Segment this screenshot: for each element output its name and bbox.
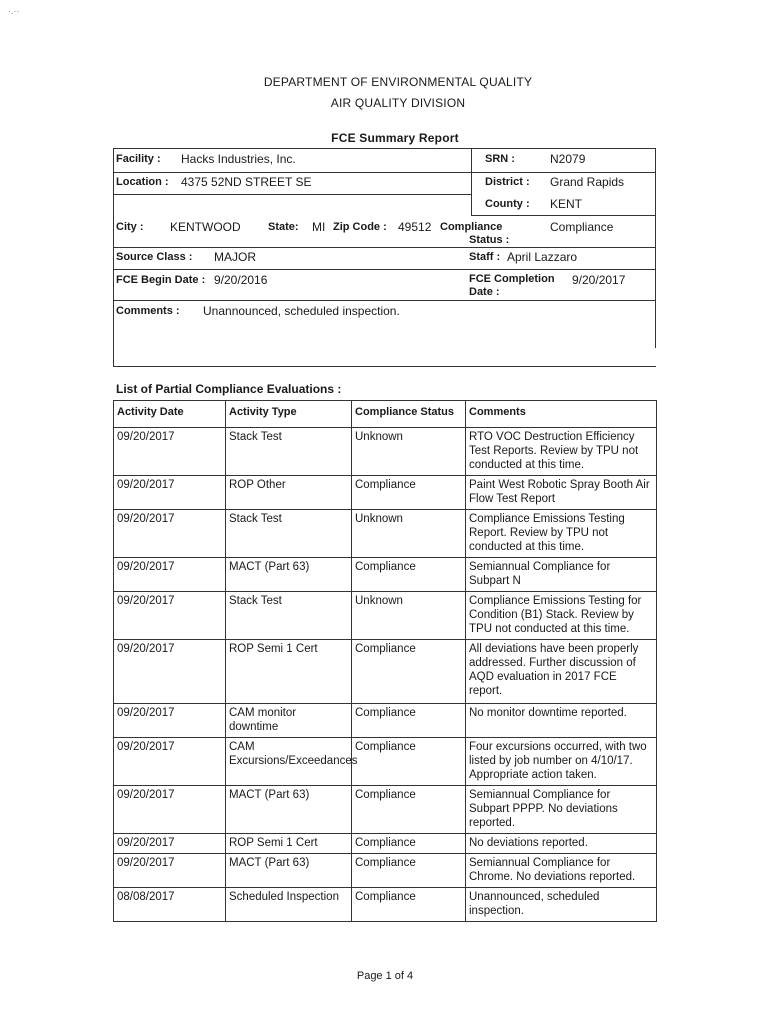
- facility-label: Facility :: [116, 153, 161, 165]
- table-row: [114, 640, 657, 704]
- table-row: [114, 854, 657, 888]
- cell-activity-type: ROP Semi 1 Cert: [226, 640, 352, 704]
- col-compliance-status: Compliance Status: [352, 401, 466, 428]
- table-row: [114, 592, 657, 640]
- cell-activity-type: ROP Other: [226, 476, 352, 510]
- cell-activity-date: 09/20/2017: [114, 738, 226, 786]
- cell-compliance-status: Compliance: [352, 704, 466, 738]
- cell-activity-type: CAM monitor downtime: [226, 704, 352, 738]
- table-row: [114, 888, 657, 922]
- pce-table: [113, 400, 657, 922]
- city-value: KENTWOOD: [170, 220, 241, 234]
- department-heading: DEPARTMENT OF ENVIRONMENTAL QUALITY: [263, 75, 533, 89]
- scan-mark: ·.··: [8, 6, 20, 16]
- cell-activity-date: 09/20/2017: [114, 704, 226, 738]
- location-value: 4375 52ND STREET SE: [181, 175, 312, 189]
- cell-comments: No monitor downtime reported.: [466, 704, 657, 738]
- cell-compliance-status: Unknown: [352, 428, 466, 476]
- fce-completion-value: 9/20/2017: [572, 273, 626, 287]
- cell-compliance-status: Compliance: [352, 476, 466, 510]
- division-heading: AIR QUALITY DIVISION: [330, 96, 466, 110]
- state-label: State:: [268, 221, 299, 233]
- cell-activity-date: 09/20/2017: [114, 428, 226, 476]
- source-class-value: MAJOR: [214, 250, 256, 264]
- pce-list-title: List of Partial Compliance Evaluations :: [116, 382, 342, 396]
- cell-comments: Semiannual Compliance for Subpart N: [466, 558, 657, 592]
- cell-activity-type: MACT (Part 63): [226, 854, 352, 888]
- cell-comments: Compliance Emissions Testing for Condition (B1) Stack. Review by TPU not conducted at this time.: [466, 592, 657, 640]
- cell-activity-type: ROP Semi 1 Cert: [226, 834, 352, 854]
- cell-compliance-status: Compliance: [352, 786, 466, 834]
- cell-comments: No deviations reported.: [466, 834, 657, 854]
- cell-comments: Paint West Robotic Spray Booth Air Flow Test Report: [466, 476, 657, 510]
- cell-activity-date: 09/20/2017: [114, 834, 226, 854]
- cell-activity-date: 09/20/2017: [114, 592, 226, 640]
- county-value: KENT: [550, 197, 583, 211]
- cell-compliance-status: Compliance: [352, 640, 466, 704]
- table-row: [114, 704, 657, 738]
- table-row: [114, 786, 657, 834]
- cell-activity-type: Scheduled Inspection: [226, 888, 352, 922]
- cell-activity-date: 09/20/2017: [114, 640, 226, 704]
- district-value: Grand Rapids: [550, 175, 625, 189]
- cell-activity-date: 09/20/2017: [114, 476, 226, 510]
- city-label: City :: [116, 221, 144, 233]
- col-activity-type: Activity Type: [226, 401, 352, 428]
- comments-label: Comments :: [116, 305, 180, 317]
- cell-activity-type: MACT (Part 63): [226, 558, 352, 592]
- cell-compliance-status: Compliance: [352, 738, 466, 786]
- srn-value: N2079: [550, 152, 586, 166]
- compliance-status-label-2: Status :: [469, 234, 510, 246]
- fce-completion-label: FCE Completion: [469, 273, 555, 285]
- fce-completion-label-2: Date :: [469, 286, 500, 298]
- table-row: [114, 476, 657, 510]
- cell-compliance-status: Compliance: [352, 834, 466, 854]
- cell-compliance-status: Unknown: [352, 592, 466, 640]
- zip-value: 49512: [398, 220, 432, 234]
- cell-compliance-status: Compliance: [352, 888, 466, 922]
- table-row: [114, 738, 657, 786]
- state-value: MI: [312, 220, 326, 234]
- staff-label: Staff :: [469, 251, 501, 263]
- location-label: Location :: [116, 176, 169, 188]
- compliance-status-label: Compliance: [440, 221, 503, 233]
- cell-comments: Four excursions occurred, with two listed by job number on 4/10/17. Appropriate action taken.: [466, 738, 657, 786]
- cell-activity-type: MACT (Part 63): [226, 786, 352, 834]
- cell-comments: RTO VOC Destruction Efficiency Test Reports. Review by TPU not conducted at this time.: [466, 428, 657, 476]
- table-row: [114, 510, 657, 558]
- cell-activity-date: 08/08/2017: [114, 888, 226, 922]
- county-label: County :: [485, 198, 530, 210]
- fce-begin-value: 9/20/2016: [214, 273, 268, 287]
- cell-activity-type: Stack Test: [226, 428, 352, 476]
- zip-label: Zip Code :: [333, 221, 387, 233]
- table-row: [114, 428, 657, 476]
- srn-label: SRN :: [485, 153, 515, 165]
- cell-activity-type: CAM Excursions/Exceedances: [226, 738, 352, 786]
- comments-value: Unannounced, scheduled inspection.: [203, 304, 400, 318]
- pce-header-row: [114, 401, 657, 428]
- cell-activity-date: 09/20/2017: [114, 510, 226, 558]
- cell-compliance-status: Compliance: [352, 558, 466, 592]
- cell-activity-type: Stack Test: [226, 510, 352, 558]
- table-row: [114, 558, 657, 592]
- cell-activity-date: 09/20/2017: [114, 558, 226, 592]
- cell-activity-date: 09/20/2017: [114, 786, 226, 834]
- district-label: District :: [485, 176, 530, 188]
- source-class-label: Source Class :: [116, 251, 193, 263]
- cell-comments: Semiannual Compliance for Chrome. No deviations reported.: [466, 854, 657, 888]
- col-comments: Comments: [466, 401, 657, 428]
- report-title: FCE Summary Report: [331, 131, 459, 145]
- compliance-status-value: Compliance: [550, 220, 614, 234]
- col-activity-date: Activity Date: [114, 401, 226, 428]
- cell-compliance-status: Compliance: [352, 854, 466, 888]
- cell-compliance-status: Unknown: [352, 510, 466, 558]
- cell-activity-type: Stack Test: [226, 592, 352, 640]
- cell-activity-date: 09/20/2017: [114, 854, 226, 888]
- table-row: [114, 834, 657, 854]
- cell-comments: All deviations have been properly addressed. Further discussion of AQD evaluation in 2017 FCE report.: [466, 640, 657, 704]
- fce-begin-label: FCE Begin Date :: [116, 274, 206, 286]
- cell-comments: Unannounced, scheduled inspection.: [466, 888, 657, 922]
- cell-comments: Semiannual Compliance for Subpart PPPP. No deviations reported.: [466, 786, 657, 834]
- cell-comments: Compliance Emissions Testing Report. Review by TPU not conducted at this time.: [466, 510, 657, 558]
- facility-value: Hacks Industries, Inc.: [181, 152, 296, 166]
- page-number: Page 1 of 4: [356, 970, 414, 982]
- staff-value: April Lazzaro: [507, 250, 578, 264]
